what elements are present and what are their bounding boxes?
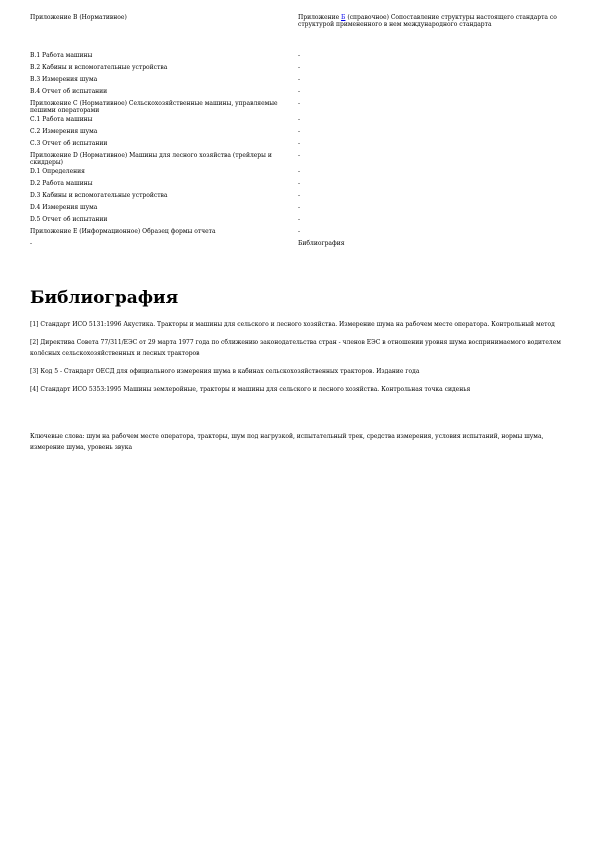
reference-number: [1] [30, 321, 39, 328]
contents-row [30, 116, 575, 128]
contents-entry: - [298, 152, 301, 159]
contents-row [30, 128, 575, 140]
reference-text: Стандарт ИСО 5131:1996 Акустика. Тракторы и машины для сельского и лесного хозяйства. Измерение шума на рабочем месте оператора. Контрольный метод [40, 321, 555, 328]
contents-entry: - [298, 192, 301, 199]
contents-row [30, 100, 575, 116]
contents-entry: D.5 Отчет об испытании [30, 216, 108, 223]
contents-entry [294, 14, 575, 52]
contents-entry: - [298, 180, 301, 187]
contents-entry: - [298, 228, 301, 235]
contents-row [30, 14, 575, 52]
contents-row [30, 228, 575, 240]
contents-row [30, 76, 575, 88]
contents-row [30, 168, 575, 180]
contents-entry: - [298, 168, 301, 175]
contents-entry: В.1 Работа машины [30, 52, 93, 59]
bibliography-title: Библиография [30, 288, 179, 308]
contents-row [30, 152, 575, 168]
contents-entry: - [298, 52, 301, 59]
contents-row [30, 216, 575, 228]
contents-entry-text: Приложение [298, 14, 342, 21]
contents-entry: С.1 Работа машины [30, 116, 93, 123]
contents-entry: Приложение Е (Информационное) Образец формы отчета [30, 228, 216, 235]
contents-entry: В.4 Отчет об испытании [30, 88, 108, 95]
contents-entry: - [298, 100, 301, 107]
contents-row [30, 204, 575, 216]
contents-row [30, 180, 575, 192]
contents-entry: Библиография [298, 240, 345, 247]
contents-entry: - [298, 64, 301, 71]
contents-entry: D.3 Кабины и вспомогательные устройства [30, 192, 168, 199]
contents-row [30, 52, 575, 64]
contents-row [30, 240, 575, 252]
contents-entry: Приложение D (Нормативное) Машины для лесного хозяйства (трейлеры и скиддеры) [30, 152, 272, 167]
contents-entry: D.2 Работа машины [30, 180, 93, 187]
contents-entry: С.3 Отчет об испытании [30, 140, 108, 147]
contents-entry: Приложение С (Нормативное) Сельскохозяйственные машины, управляемые пешими операторами [30, 100, 278, 115]
bibliography-list [30, 319, 570, 402]
reference-text: Директива Совета 77/311/ЕЭС от 29 марта 1977 года по сближению законодательства стран - членов ЕЭС в отношении уровня шума воспринимаемого водителем колёсных сельскохозяйственных и лесных тракторов [30, 339, 561, 357]
keywords-paragraph: Ключевые слова: шум на рабочем месте оператора, тракторы, шум под нагрузкой, испытательный трек, средства измерения, условия испытаний, нормы шума, измерение шума, уровень звука [30, 433, 544, 451]
contents-row [30, 64, 575, 76]
reference-number: [2] [30, 339, 39, 346]
contents-entry: D.1 Определения [30, 168, 85, 175]
contents-entry: В.3 Измерения шума [30, 76, 98, 83]
bibliography-entry [30, 337, 570, 359]
reference-number: [4] [30, 386, 39, 393]
contents-entry: В.2 Кабины и вспомогательные устройства [30, 64, 168, 71]
contents-table [30, 14, 575, 252]
appendix-link[interactable]: Б [341, 14, 346, 21]
bibliography-entry [30, 384, 570, 395]
contents-row [30, 192, 575, 204]
contents-entry: - [298, 128, 301, 135]
bibliography-entry [30, 366, 570, 377]
reference-number: [3] [30, 368, 39, 375]
contents-entry: - [30, 240, 33, 247]
contents-entry: D.4 Измерения шума [30, 204, 98, 211]
contents-entry: Приложение В (Нормативное) [30, 14, 127, 21]
contents-entry: С.2 Измерения шума [30, 128, 98, 135]
reference-text: Код 5 - Стандарт ОЕСД для официального измерения шума в кабинах сельскохозяйственных тракторов. Издание года [40, 368, 420, 375]
contents-entry: - [298, 140, 301, 147]
bibliography-entry [30, 319, 570, 330]
contents-entry-text: (справочное) Сопоставление структуры настоящего стандарта со структурой примененного в нем международного стандарта [298, 14, 557, 29]
contents-entry: - [298, 116, 301, 123]
contents-entry: - [298, 216, 301, 223]
contents-entry: - [298, 88, 301, 95]
contents-row [30, 88, 575, 100]
contents-row [30, 140, 575, 152]
contents-entry: - [298, 204, 301, 211]
reference-text: Стандарт ИСО 5353:1995 Машины землеройные, тракторы и машины для сельского и лесного хозяйства. Контрольная точка сиденья [40, 386, 471, 393]
contents-entry: - [298, 76, 301, 83]
